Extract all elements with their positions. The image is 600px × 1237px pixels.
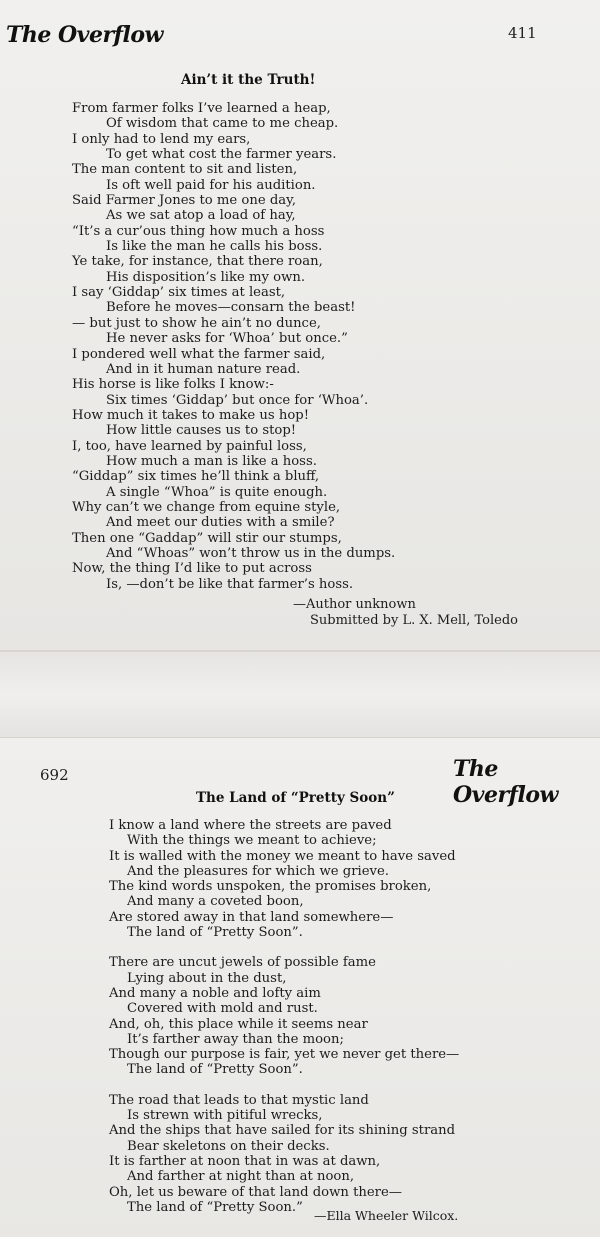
poem-line: I say ‘Giddap’ six times at least, [72,285,286,301]
poem-line: I pondered well what the farmer said, [72,346,326,362]
poem-line: And farther at night than at noon, [127,1169,355,1185]
poem-line: There are uncut jewels of possible fame [109,955,376,971]
poem-line: Is like the man he calls his boss. [106,239,323,255]
poem-line: “Giddap” six times he’ll think a bluff, [72,469,320,485]
poem-line: The land of “Pretty Soon”. [127,1062,303,1078]
poem-line: Lying about in the dust, [127,970,287,986]
poem-line: The kind words unspoken, the promises broken, [109,879,432,895]
poem-line: He never asks for ‘Whoa’ but once.” [106,331,348,347]
poem-line: How little causes us to stop! [106,423,297,439]
page-gap [0,650,600,738]
poem-line: From farmer folks I’ve learned a heap, [72,101,331,116]
poem-line: And the pleasures for which we grieve. [127,863,389,879]
poem-line: And meet our duties with a smile? [106,515,335,531]
poem-line: Said Farmer Jones to me one day, [72,193,297,209]
poem-title: Ain’t it the Truth! [181,72,316,88]
poem-line: The land of “Pretty Soon”. [127,925,303,941]
poem-line: The land of “Pretty Soon.” [127,1199,303,1215]
poem-line: The road that leads to that mystic land [109,1092,369,1108]
poem-line: Though our purpose is fair, yet we never get there— [109,1047,460,1063]
stanza [109,1093,459,1215]
poem-line: — but just to show he ain’t no dunce, [72,315,321,331]
poem-line: Ye take, for instance, that there roan, [72,254,323,270]
poem-line: Of wisdom that came to me cheap. [106,116,339,132]
poem-line: And the ships that have sailed for its shining strand [109,1123,456,1139]
poem-line: Is, —don’t be like that farmer’s hoss. [106,576,354,592]
poem-line: Six times ‘Giddap’ but once for ‘Whoa’. [106,392,369,408]
poem-line: His horse is like folks I know:- [72,377,274,393]
poem-line: The man content to sit and listen, [72,162,298,178]
divider [0,650,600,652]
poem-body [109,818,459,1230]
poem-line: As we sat atop a load of hay, [106,208,296,224]
bottom-clipping [0,738,600,1237]
page-number: 692 [40,766,69,784]
poem-line: “It’s a cur’ous thing how much a hoss [72,223,325,239]
author-line: —Ella Wheeler Wilcox. [314,1208,459,1223]
poem-line: I only had to lend my ears, [72,131,251,147]
page-number: 411 [508,24,537,42]
masthead-logo: The Overflow [453,756,558,808]
poem-line: And “Whoas” won’t throw us in the dumps. [106,545,396,561]
poem-body [72,101,395,592]
stanza [109,818,459,940]
poem-line: Is strewn with pitiful wrecks, [127,1108,323,1124]
poem-line: Are stored away in that land somewhere— [109,909,394,925]
poem-line: It is farther at noon that in was at dawn, [109,1153,381,1169]
poem-line: With the things we meant to achieve; [127,833,377,849]
poem-line: Covered with mold and rust. [127,1001,318,1017]
poem-line: How much a man is like a hoss. [106,453,317,469]
poem-line: And in it human nature read. [106,361,301,377]
submitted-line: Submitted by L. X. Mell, Toledo [310,612,518,628]
attribution [293,597,518,628]
poem-line: His disposition’s like my own. [106,269,306,285]
poem-line: To get what cost the farmer years. [106,147,337,163]
poem-line: Bear skeletons on their decks. [127,1138,330,1154]
poem-line: Now, the thing I’d like to put across [72,561,312,577]
poem-line: I, too, have learned by painful loss, [72,438,307,454]
poem-line: How much it takes to make us hop! [72,407,310,423]
poem-line: And many a coveted boon, [127,894,304,910]
poem-line: Why can’t we change from equine style, [72,499,341,515]
poem-line: And many a noble and lofty aim [109,985,321,1001]
poem-line: A single “Whoa” is quite enough. [106,484,328,500]
author-line: —Author unknown [293,597,416,612]
masthead-logo: The Overflow [6,22,163,48]
poem-line: Is oft well paid for his audition. [106,177,316,193]
stanza [109,955,459,1077]
poem-line: It’s farther away than the moon; [127,1031,344,1047]
poem-line: Then one “Gaddap” will stir our stumps, [72,530,342,546]
poem-line: Before he moves—consarn the beast! [106,300,356,316]
poem-line: Oh, let us beware of that land down there— [109,1184,402,1200]
poem-title: The Land of “Pretty Soon” [196,790,395,806]
poem-line: It is walled with the money we meant to have saved [109,848,456,864]
poem-line: I know a land where the streets are paved [109,818,392,833]
poem-line: And, oh, this place while it seems near [109,1016,368,1032]
